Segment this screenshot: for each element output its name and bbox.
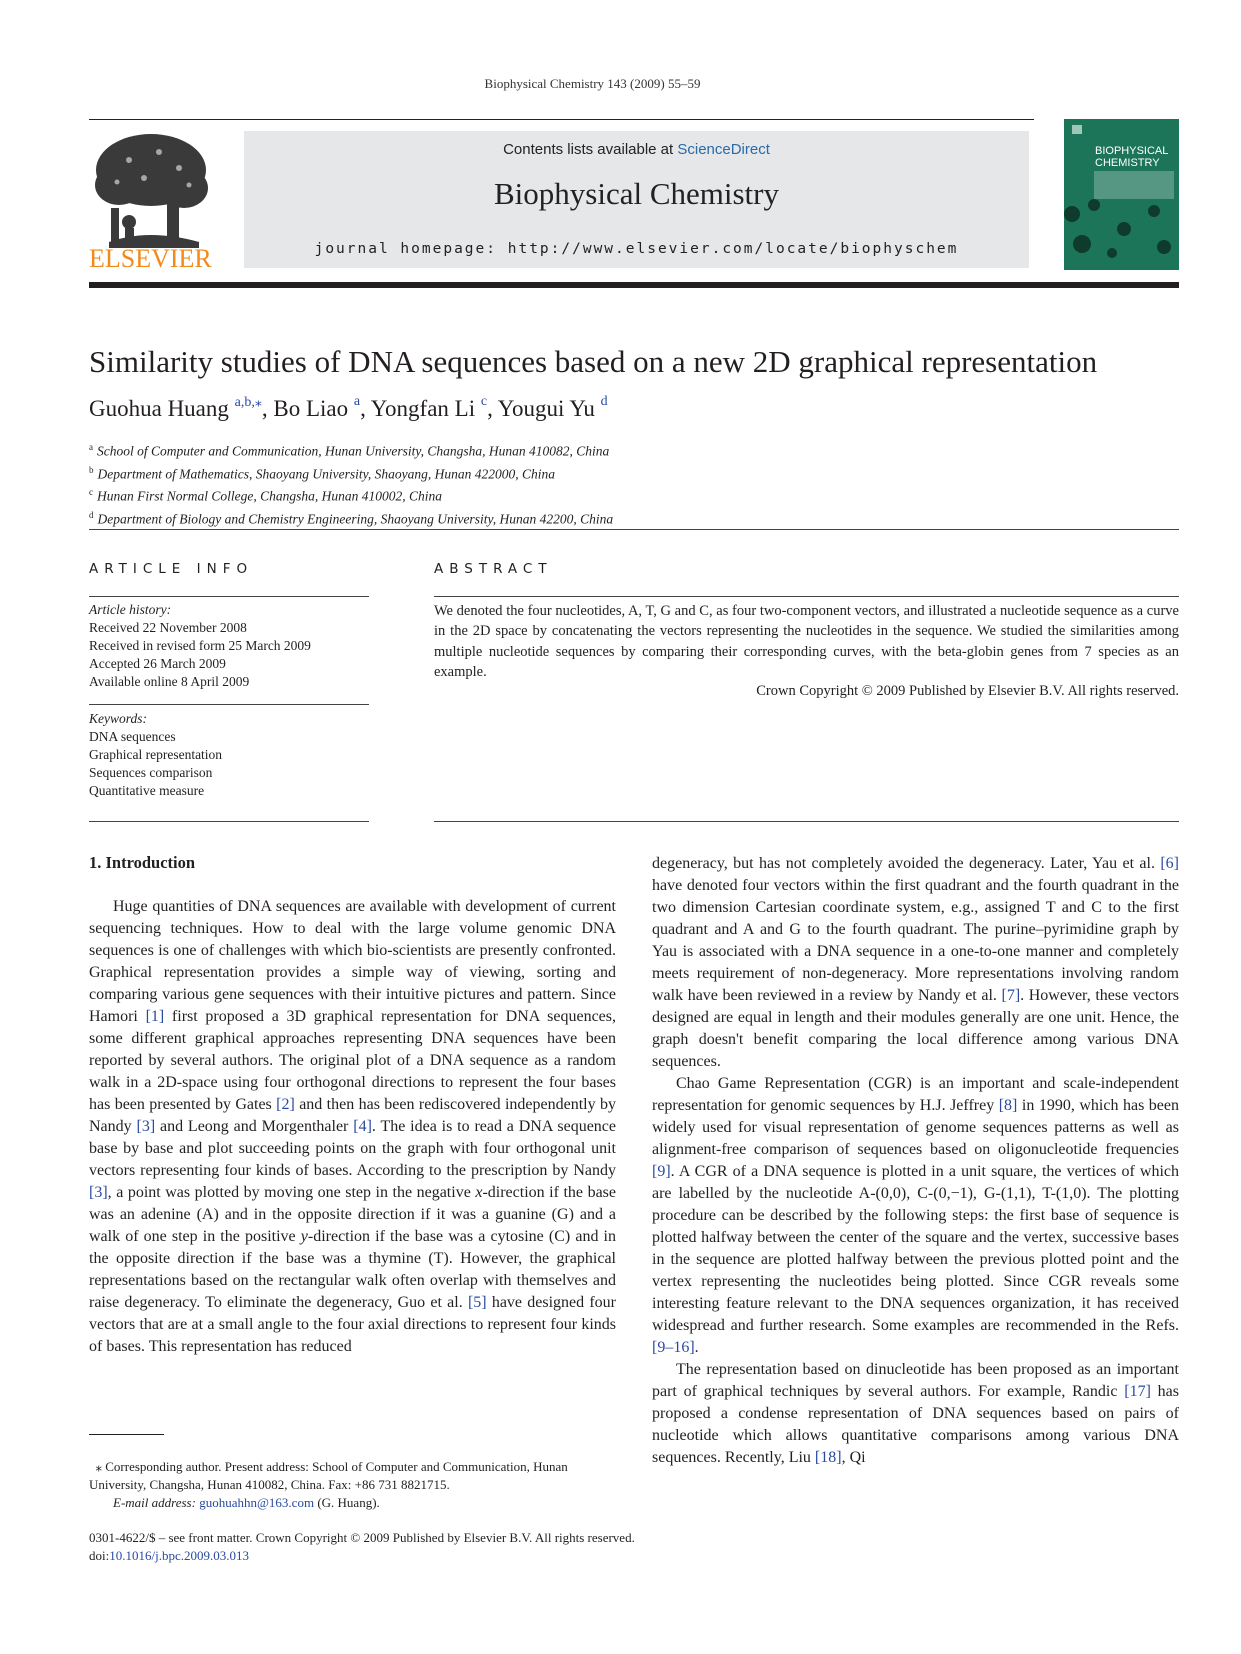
history-item: Available online 8 April 2009 — [89, 674, 250, 689]
affiliation-item — [89, 483, 613, 506]
citation-link[interactable]: [6] — [1160, 855, 1179, 872]
citation-link[interactable]: [1] — [145, 1008, 165, 1025]
citation-link[interactable]: [17] — [1124, 1383, 1151, 1400]
sciencedirect-link[interactable]: ScienceDirect — [677, 141, 770, 158]
keywords — [89, 710, 222, 800]
article-info-bottom-rule — [89, 821, 369, 822]
affiliation-marker: d — [89, 509, 94, 520]
affiliation-text: Hunan First Normal College, Changsha, Hunan 410002, China — [97, 488, 443, 504]
author-affiliation-marker[interactable]: a,b,⁎ — [234, 395, 262, 410]
email-line — [89, 1494, 616, 1512]
author-affiliation-marker[interactable]: a — [353, 394, 361, 409]
history-item: Received in revised form 25 March 2009 — [89, 638, 311, 653]
text-run: first proposed a 3D graphical representation for DNA sequences, some different graphical approaches representing DNA sequences have been reported by several authors. The original plot of a DNA sequence as a random walk in a 2D-space using four orthogonal directions to represent the four bases has been presented by Gates — [89, 1008, 617, 1113]
text-run: -direction if the base was a cytosine (C) and in the opposite direction if the base was a thymine (T). However, the graphical representations based on the rectangular walk often overlap with themselves and raise degeneracy. To eliminate the degeneracy, Guo et al. — [89, 1228, 616, 1311]
affiliation-item — [89, 461, 613, 484]
text-run: -direction if the base was an adenine (A) and in the opposite direction if it was a guanine (G) and a walk of one step in the positive — [89, 1184, 617, 1245]
keyword-item: DNA sequences — [89, 729, 176, 744]
doi-link[interactable]: 10.1016/j.bpc.2009.03.013 — [109, 1548, 249, 1563]
citation-link[interactable]: [9–16] — [652, 1339, 695, 1356]
abstract-rule — [434, 596, 1179, 597]
affiliation-item — [89, 506, 613, 529]
author-affiliation-marker[interactable]: c — [480, 394, 488, 409]
text-run: The representation based on dinucleotide has been proposed as an important part of graphical techniques by several authors. For example, Randic — [652, 1361, 1179, 1400]
citation-link[interactable]: [18] — [814, 1449, 842, 1466]
doi-label: doi: — [89, 1548, 110, 1563]
text-run: degeneracy, but has not completely avoided the degeneracy. Later, Yau et al. — [652, 855, 1161, 872]
journal-cover — [1064, 119, 1179, 270]
text-run: . A CGR of a DNA sequence is plotted in a unit square, the vertices of which are labelled by the nucleotide A-(0,0), C-(0,−1), G-(1,1), T-(1,0). The plotting procedure can be described by the following steps: the first base of sequence is plotted halfway between the center of the square and the vertex, successive bases in the sequence are plotted halfway between the previous plotted point and the vertex representing the nucleotides being plotted. Since CGR reveals some interesting feature relevant to the DNA sequences organization, it has received widespread and further research. Some examples are recommended in the Refs. — [652, 1163, 1179, 1334]
journal-homepage-link[interactable]: journal homepage: http://www.elsevier.com/locate/biophyschem — [314, 241, 959, 257]
cover-artwork — [1064, 119, 1179, 270]
citation-link[interactable]: [3] — [136, 1118, 156, 1135]
text-run: in 1990, which has been widely used for visual representation of genome sequences patterns as well as alignment-free comparison of sequences based on oligonucleotide frequencies — [652, 1097, 1180, 1158]
body-column-left — [89, 896, 616, 1358]
footnote-rule — [89, 1434, 164, 1435]
abstract-heading: ABSTRACT — [434, 561, 553, 577]
affiliation-list — [89, 438, 613, 528]
contents-prefix: Contents lists available at — [503, 141, 678, 158]
doi-line — [89, 1547, 635, 1565]
author-affiliation-marker[interactable]: d — [600, 394, 608, 409]
running-head: Biophysical Chemistry 143 (2009) 55–59 — [484, 76, 701, 91]
citation-link[interactable]: [3] — [89, 1184, 108, 1201]
citation-link[interactable]: [7] — [1001, 987, 1021, 1004]
citation-link[interactable]: [9] — [652, 1163, 671, 1180]
citation-link[interactable]: [5] — [467, 1294, 487, 1311]
keyword-item: Quantitative measure — [89, 783, 205, 798]
affiliation-marker: c — [89, 487, 93, 497]
body-paragraph — [89, 896, 616, 1358]
contents-line — [244, 141, 1029, 158]
issn-line: 0301-4622/$ – see front matter. Crown Copyright © 2009 Published by Elsevier B.V. All rights reserved. — [89, 1530, 635, 1545]
author-name: Yougui Yu — [497, 396, 601, 421]
italic-term: y — [300, 1228, 308, 1245]
citation-link[interactable]: [4] — [353, 1118, 372, 1135]
text-run: . However, these vectors designed are equal in length and their modules generally are one unit. Hence, the graph doesn't benefit comparing the local difference among various DNA sequences. — [652, 987, 1180, 1070]
affiliation-text: Department of Mathematics, Shaoyang University, Shaoyang, Hunan 422000, China — [97, 466, 555, 481]
text-run: , Qi — [841, 1449, 866, 1466]
text-run: have designed four vectors that are at a small angle to the four axial directions to represent four kinds of bases. This representation has reduced — [89, 1294, 617, 1355]
body-paragraph — [652, 1073, 1179, 1359]
text-run: and then has been rediscovered independently by Nandy — [89, 1096, 617, 1135]
abstract-bottom-rule — [434, 821, 1179, 822]
keyword-item: Sequences comparison — [89, 765, 213, 780]
body-column-right — [652, 853, 1179, 1469]
email-link[interactable]: guohuahhn@163.com — [199, 1495, 315, 1510]
abstract-text: We denoted the four nucleotides, A, T, G and C, as four two-component vectors, and illustrated a nucleotide sequence as a curve in the 2D space by concatenating the vectors representing the nucleotides in the sequence. We studied the similarities among multiple nucleotide sequences by comparing their corresponding curves, with the beta-globin genes from 7 species as an example. — [434, 603, 1179, 680]
article-title: Similarity studies of DNA sequences based on a new 2D graphical representation — [89, 344, 1098, 379]
bottom-publication-info — [89, 1529, 635, 1565]
text-run: have denoted four vectors within the first quadrant and the fourth quadrant in the two dimension Cartesian coordinate system, e.g., assigned T and C to the first quadrant and A and G to the fourth quadrant. The purine–pyrimidine graph by Yau is associated with a DNA sequence in a one-to-one manner and completely meets requirement of non-degeneracy. More representations involving random walk have been reviewed in a review by Nandy et al. — [652, 877, 1179, 1004]
author-name: Bo Liao — [273, 396, 354, 421]
footnote-marker: ⁎ — [95, 1459, 102, 1474]
text-run: and Leong and Morgenthaler — [155, 1118, 354, 1135]
affiliation-text: Department of Biology and Chemistry Engineering, Shaoyang University, Hunan 42200, China — [97, 511, 614, 526]
text-run: Huge quantities of DNA sequences are available with development of current sequencing techniques. How to deal with the large volume genomic DNA sequences is one of challenges with which bio-scientists are presently confronted. Graphical representation provides a simple way of viewing, sorting and comparing various gene sequences with their intuitive pictures and pattern. Since Hamori — [89, 898, 616, 1025]
section-heading-introduction: 1. Introduction — [89, 853, 196, 872]
history-label: Article history: — [89, 602, 172, 617]
top-rule — [89, 119, 1034, 120]
footnote-text — [89, 1458, 616, 1494]
article-history — [89, 601, 311, 691]
cover-title — [1095, 145, 1168, 169]
cover-title-line-1: BIOPHYSICAL — [1095, 145, 1169, 157]
header-divider — [89, 529, 1179, 530]
affiliation-text: School of Computer and Communication, Hunan University, Changsha, Hunan 410082, China — [97, 443, 610, 459]
abstract-copyright: Crown Copyright © 2009 Published by Elsevier B.V. All rights reserved. — [756, 683, 1179, 699]
history-item: Received 22 November 2008 — [89, 620, 247, 635]
author-separator: , — [261, 396, 274, 421]
text-run: . — [694, 1339, 699, 1356]
masthead-divider — [89, 282, 1179, 288]
corresponding-author-footnote — [89, 1458, 616, 1512]
author-name: Guohua Huang — [89, 396, 235, 421]
keywords-rule — [89, 704, 369, 705]
text-run: . The idea is to read a DNA sequence base by base and plot succeeding points on the graph with four orthogonal unit vectors representing four kinds of bases. According to the prescription by Nandy — [89, 1118, 617, 1179]
email-label: E-mail address: — [113, 1495, 196, 1510]
elsevier-wordmark: ELSEVIER — [89, 244, 212, 273]
keyword-item: Graphical representation — [89, 747, 223, 762]
citation-link[interactable]: [8] — [998, 1097, 1018, 1114]
author-name: Yongfan Li — [370, 396, 481, 421]
body-paragraph — [652, 1359, 1179, 1469]
affiliation-marker: a — [89, 442, 93, 452]
text-run: , a point was plotted by moving one step in the negative — [107, 1184, 476, 1201]
footnote-body: Corresponding author. Present address: School of Computer and Communication, Hunan University, Changsha, Hunan 410082, China. Fax: +86 731 8821715. — [89, 1459, 568, 1492]
author-separator: , — [487, 396, 498, 421]
cover-title-line-2: CHEMISTRY — [1095, 157, 1160, 169]
citation-link[interactable]: [2] — [276, 1096, 295, 1113]
author-list — [89, 396, 608, 422]
keywords-label: Keywords: — [89, 711, 147, 726]
author-separator: , — [360, 396, 371, 421]
article-info-heading: ARTICLE INFO — [89, 561, 254, 577]
article-info-rule — [89, 596, 369, 597]
italic-term: x — [475, 1184, 483, 1201]
body-paragraph — [652, 853, 1179, 1073]
affiliation-marker: b — [89, 464, 94, 475]
journal-name: Biophysical Chemistry — [493, 176, 779, 211]
history-item: Accepted 26 March 2009 — [89, 656, 226, 671]
text-run: has proposed a condense representation of DNA sequences based on pairs of nucleotide which allows quantitative comparisons among various DNA sequences. Recently, Liu — [652, 1383, 1180, 1466]
email-suffix: (G. Huang). — [314, 1495, 380, 1510]
text-run: Chao Game Representation (CGR) is an important and scale-independent representation for genomic sequences by H.J. Jeffrey — [652, 1075, 1179, 1114]
journal-banner — [244, 131, 1029, 268]
affiliation-item — [89, 438, 613, 461]
